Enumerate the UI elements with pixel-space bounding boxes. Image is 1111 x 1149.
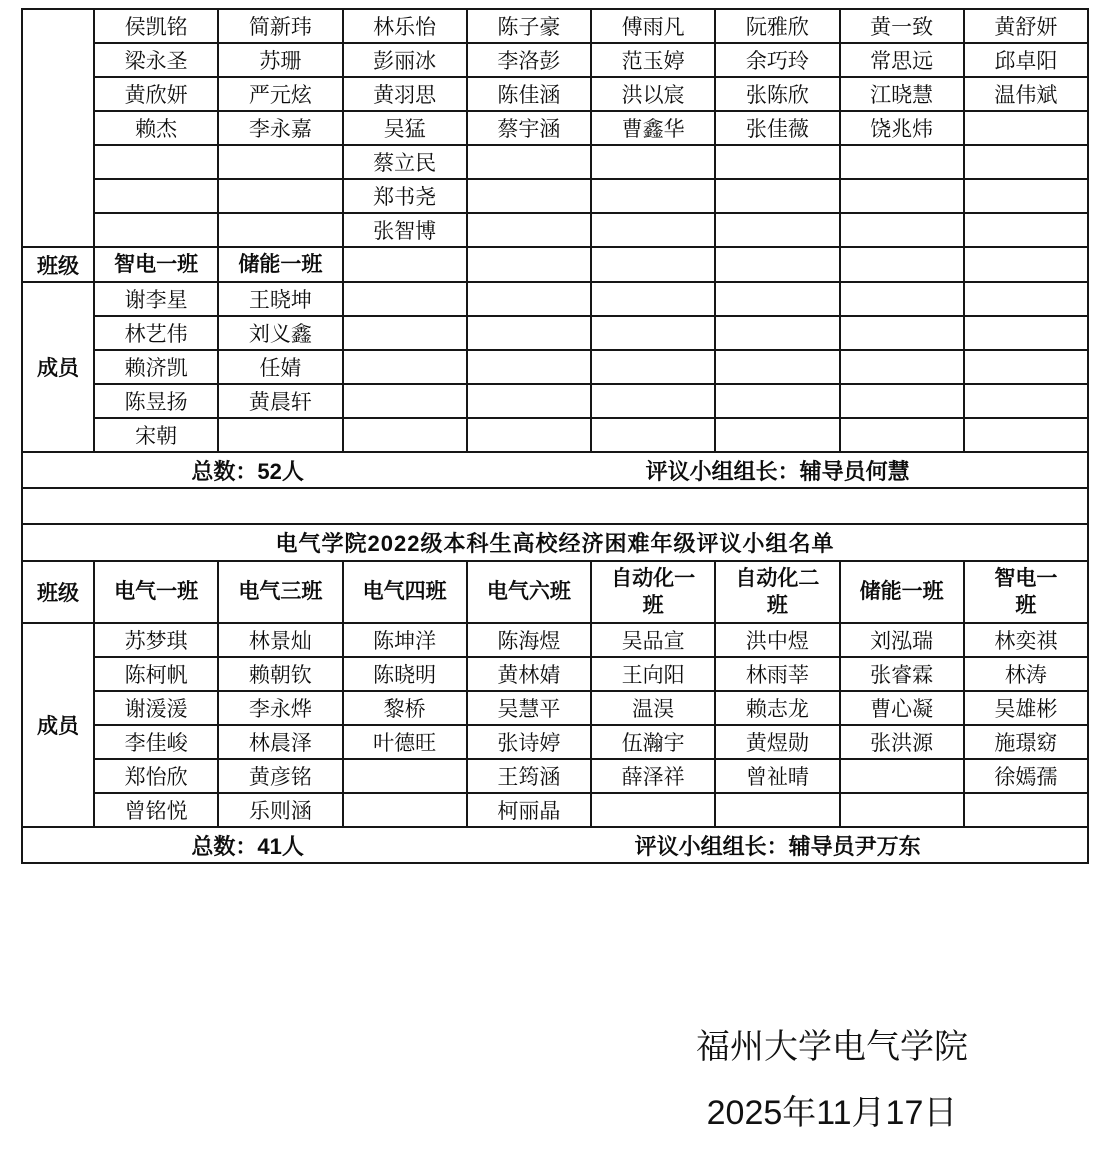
student-name-cell: 林艺伟 (94, 316, 218, 350)
roster-row (22, 282, 1088, 316)
empty-cell (964, 179, 1088, 213)
student-name-cell: 刘泓瑞 (840, 623, 964, 657)
student-name-cell: 王向阳 (591, 657, 715, 691)
empty-cell (591, 247, 715, 282)
empty-cell (218, 179, 342, 213)
class-name-header (94, 247, 218, 282)
student-name-cell: 苏梦琪 (94, 623, 218, 657)
empty-cell (715, 179, 839, 213)
student-name-cell: 陈坤洋 (343, 623, 467, 657)
class-name-text: 智电一班 (114, 252, 199, 276)
total-row-content (25, 830, 1085, 861)
total-count: 总数：52人 (191, 458, 304, 484)
student-name-cell: 曹鑫华 (591, 111, 715, 145)
student-name-cell: 陈海煜 (467, 623, 591, 657)
student-name-cell: 江晓慧 (840, 77, 964, 111)
student-name-cell: 李佳峻 (94, 725, 218, 759)
empty-cell (964, 418, 1088, 452)
student-name-cell: 陈昱扬 (94, 384, 218, 418)
student-name-cell: 林晨泽 (218, 725, 342, 759)
student-name-cell: 苏珊 (218, 43, 342, 77)
student-name-cell: 叶德旺 (343, 725, 467, 759)
student-name-cell: 简新玮 (218, 9, 342, 43)
student-name-cell: 李洛彭 (467, 43, 591, 77)
empty-cell (964, 282, 1088, 316)
student-name-cell: 严元炫 (218, 77, 342, 111)
student-name-cell: 阮雅欣 (715, 9, 839, 43)
empty-cell (467, 350, 591, 384)
empty-cell (840, 179, 964, 213)
empty-cell (964, 793, 1088, 827)
empty-cell (591, 384, 715, 418)
empty-cell (964, 145, 1088, 179)
empty-cell (840, 247, 964, 282)
empty-cell (591, 282, 715, 316)
empty-cell (715, 282, 839, 316)
roster-row (22, 179, 1088, 213)
total-row-content (25, 455, 1085, 486)
student-name-cell: 郑书尧 (343, 179, 467, 213)
roster-table (21, 8, 1089, 864)
roster-row (22, 77, 1088, 111)
side-blank-cell (22, 9, 94, 247)
class-name-header (591, 561, 715, 623)
empty-cell (591, 213, 715, 247)
empty-cell (840, 759, 964, 793)
student-name-cell: 侯凯铭 (94, 9, 218, 43)
student-name-cell: 林景灿 (218, 623, 342, 657)
empty-cell (964, 247, 1088, 282)
student-name-cell: 蔡立民 (343, 145, 467, 179)
empty-cell (840, 793, 964, 827)
class-name-header (94, 561, 218, 623)
student-name-cell: 饶兆炜 (840, 111, 964, 145)
empty-cell (964, 350, 1088, 384)
roster-row (22, 247, 1088, 282)
empty-cell (591, 418, 715, 452)
signature-date: 2025年11月17日 (706, 1094, 958, 1132)
student-name-cell: 张陈欣 (715, 77, 839, 111)
class-name-header (715, 561, 839, 623)
student-name-cell: 乐则涵 (218, 793, 342, 827)
student-name-cell: 陈晓明 (343, 657, 467, 691)
student-name-cell: 黄煜勋 (715, 725, 839, 759)
student-name-cell: 吴猛 (343, 111, 467, 145)
empty-cell (591, 145, 715, 179)
student-name-cell: 洪中煜 (715, 623, 839, 657)
roster-row (22, 111, 1088, 145)
student-name-cell: 曾祉晴 (715, 759, 839, 793)
empty-cell (715, 316, 839, 350)
student-name-cell: 施璟窈 (964, 725, 1088, 759)
student-name-cell: 温伟斌 (964, 77, 1088, 111)
empty-cell (467, 384, 591, 418)
student-name-cell: 黄羽思 (343, 77, 467, 111)
empty-cell (343, 418, 467, 452)
student-name-cell: 吴慧平 (467, 691, 591, 725)
empty-cell (964, 384, 1088, 418)
student-name-cell: 梁永圣 (94, 43, 218, 77)
student-name-cell: 黄一致 (840, 9, 964, 43)
student-name-cell: 蔡宇涵 (467, 111, 591, 145)
student-name-cell: 黎桥 (343, 691, 467, 725)
empty-cell (343, 350, 467, 384)
class-name-header (218, 247, 342, 282)
empty-cell (218, 418, 342, 452)
spacer-cell (22, 488, 1088, 524)
student-name-cell: 张洪源 (840, 725, 964, 759)
empty-cell (964, 213, 1088, 247)
roster-row (22, 145, 1088, 179)
empty-cell (467, 282, 591, 316)
class-name-header (218, 561, 342, 623)
roster-row (22, 350, 1088, 384)
empty-cell (467, 145, 591, 179)
empty-cell (840, 384, 964, 418)
student-name-cell: 李永嘉 (218, 111, 342, 145)
empty-cell (467, 316, 591, 350)
student-name-cell: 郑怡欣 (94, 759, 218, 793)
student-name-cell: 林乐怡 (343, 9, 467, 43)
member-row-label: 成员 (22, 282, 94, 452)
leader-name: 评议小组组长：辅导员何慧 (645, 458, 910, 484)
student-name-cell: 陈子豪 (467, 9, 591, 43)
empty-cell (94, 179, 218, 213)
class-name-header (343, 561, 467, 623)
empty-cell (343, 759, 467, 793)
roster-row (22, 657, 1088, 691)
student-name-cell: 黄林婧 (467, 657, 591, 691)
empty-cell (715, 384, 839, 418)
total-row-cell (22, 827, 1088, 863)
roster-row (22, 488, 1088, 524)
empty-cell (591, 793, 715, 827)
student-name-cell: 林雨莘 (715, 657, 839, 691)
empty-cell (94, 213, 218, 247)
empty-cell (467, 213, 591, 247)
empty-cell (343, 316, 467, 350)
empty-cell (467, 179, 591, 213)
empty-cell (964, 111, 1088, 145)
roster-row (22, 418, 1088, 452)
leader-name: 评议小组组长：辅导员尹万东 (634, 833, 921, 859)
empty-cell (715, 213, 839, 247)
roster-row (22, 213, 1088, 247)
student-name-cell: 洪以宸 (591, 77, 715, 111)
student-name-cell: 赖济凯 (94, 350, 218, 384)
student-name-cell: 常思远 (840, 43, 964, 77)
total-row-cell (22, 452, 1088, 488)
student-name-cell: 林奕祺 (964, 623, 1088, 657)
student-name-cell: 陈柯帆 (94, 657, 218, 691)
student-name-cell: 张睿霖 (840, 657, 964, 691)
roster-row (22, 384, 1088, 418)
class-name-text: 电气四班 (362, 580, 447, 604)
empty-cell (591, 179, 715, 213)
student-name-cell: 黄晨轩 (218, 384, 342, 418)
student-name-cell: 范玉婷 (591, 43, 715, 77)
roster-row (22, 43, 1088, 77)
roster-row (22, 691, 1088, 725)
student-name-cell: 黄欣妍 (94, 77, 218, 111)
student-name-cell: 曹心凝 (840, 691, 964, 725)
table-title: 电气学院2022级本科生高校经济困难年级评议小组名单 (22, 524, 1088, 561)
empty-cell (591, 316, 715, 350)
class-name-text: 电气六班 (486, 580, 571, 604)
student-name-cell: 张智博 (343, 213, 467, 247)
empty-cell (715, 793, 839, 827)
roster-row (22, 561, 1088, 623)
class-row-label: 班级 (22, 561, 94, 623)
student-name-cell: 邱卓阳 (964, 43, 1088, 77)
student-name-cell: 刘义鑫 (218, 316, 342, 350)
class-name-text: 储能一班 (238, 252, 323, 276)
signature-org: 福州大学电气学院 (696, 1028, 968, 1066)
total-count: 总数：41人 (191, 833, 304, 859)
student-name-cell: 余巧玲 (715, 43, 839, 77)
empty-cell (591, 350, 715, 384)
student-name-cell: 赖杰 (94, 111, 218, 145)
student-name-cell: 柯丽晶 (467, 793, 591, 827)
class-name-text: 自动化二班 (735, 566, 820, 617)
student-name-cell: 赖朝钦 (218, 657, 342, 691)
empty-cell (840, 145, 964, 179)
class-name-text: 自动化一班 (611, 566, 696, 617)
roster-row (22, 524, 1088, 561)
class-name-text: 储能一班 (859, 580, 944, 604)
empty-cell (94, 145, 218, 179)
roster-row (22, 452, 1088, 488)
student-name-cell: 徐嫣孺 (964, 759, 1088, 793)
class-name-header (467, 561, 591, 623)
empty-cell (715, 350, 839, 384)
student-name-cell: 温淏 (591, 691, 715, 725)
class-name-text: 智电一班 (994, 566, 1058, 617)
student-name-cell: 王筠涵 (467, 759, 591, 793)
class-row-label: 班级 (22, 247, 94, 282)
student-name-cell: 伍瀚宇 (591, 725, 715, 759)
empty-cell (343, 282, 467, 316)
empty-cell (343, 793, 467, 827)
student-name-cell: 赖志龙 (715, 691, 839, 725)
empty-cell (715, 418, 839, 452)
empty-cell (840, 350, 964, 384)
empty-cell (715, 145, 839, 179)
class-name-header (964, 561, 1088, 623)
student-name-cell: 黄彦铭 (218, 759, 342, 793)
empty-cell (218, 145, 342, 179)
roster-row (22, 759, 1088, 793)
empty-cell (467, 247, 591, 282)
student-name-cell: 吴品宣 (591, 623, 715, 657)
student-name-cell: 吴雄彬 (964, 691, 1088, 725)
roster-row (22, 316, 1088, 350)
roster-row (22, 793, 1088, 827)
empty-cell (343, 384, 467, 418)
student-name-cell: 彭丽冰 (343, 43, 467, 77)
roster-row (22, 623, 1088, 657)
student-name-cell: 谢湲湲 (94, 691, 218, 725)
empty-cell (964, 316, 1088, 350)
empty-cell (343, 247, 467, 282)
roster-row (22, 827, 1088, 863)
student-name-cell: 黄舒妍 (964, 9, 1088, 43)
class-name-text: 电气一班 (114, 580, 199, 604)
student-name-cell: 王晓坤 (218, 282, 342, 316)
student-name-cell: 任婧 (218, 350, 342, 384)
student-name-cell: 张诗婷 (467, 725, 591, 759)
student-name-cell: 林涛 (964, 657, 1088, 691)
empty-cell (467, 418, 591, 452)
student-name-cell: 陈佳涵 (467, 77, 591, 111)
empty-cell (840, 316, 964, 350)
student-name-cell: 李永烨 (218, 691, 342, 725)
member-row-label: 成员 (22, 623, 94, 827)
empty-cell (840, 213, 964, 247)
student-name-cell: 曾铭悦 (94, 793, 218, 827)
student-name-cell: 傅雨凡 (591, 9, 715, 43)
class-name-header (840, 561, 964, 623)
class-name-text: 电气三班 (238, 580, 323, 604)
student-name-cell: 宋朝 (94, 418, 218, 452)
empty-cell (218, 213, 342, 247)
empty-cell (715, 247, 839, 282)
student-name-cell: 谢李星 (94, 282, 218, 316)
empty-cell (840, 282, 964, 316)
student-name-cell: 张佳薇 (715, 111, 839, 145)
roster-row (22, 9, 1088, 43)
roster-row (22, 725, 1088, 759)
student-name-cell: 薛泽祥 (591, 759, 715, 793)
empty-cell (840, 418, 964, 452)
signature-block (696, 1014, 968, 1146)
